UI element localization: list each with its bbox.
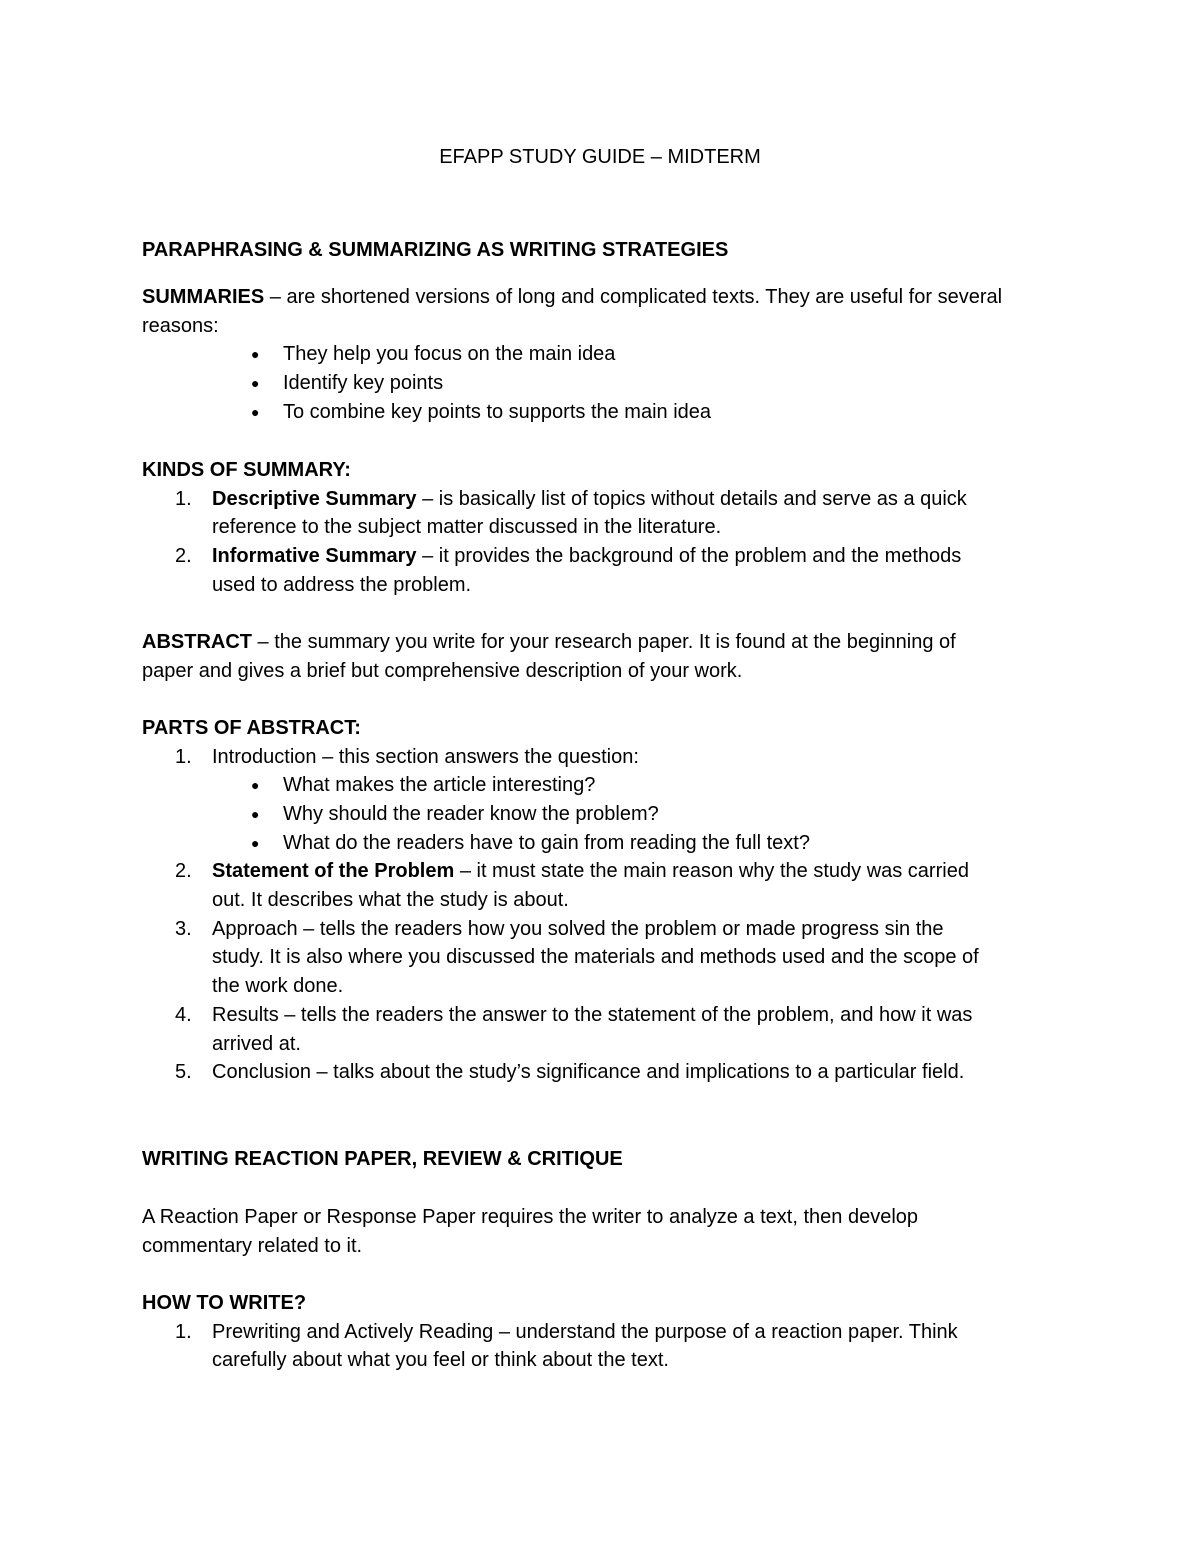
reaction-paper-intro-line-1: A Reaction Paper or Response Paper requires the writer to analyze a text, then develop: [142, 1206, 919, 1228]
bullet-icon: ●: [251, 404, 260, 420]
list-number: 1.: [175, 746, 192, 768]
list-number: 5.: [175, 1061, 192, 1083]
reaction-paper-intro-line-2: commentary related to it.: [142, 1235, 363, 1257]
summaries-definition-text: – are shortened versions of long and complicated texts. They are useful for several: [264, 286, 1003, 308]
abstract-definition-line-1: [142, 630, 956, 654]
part-conclusion: Conclusion – talks about the study’s significance and implications to a particular field.: [212, 1061, 965, 1083]
step-prewriting-line-2: carefully about what you feel or think about the text.: [212, 1349, 669, 1371]
introduction-bullet-3: What do the readers have to gain from reading the full text?: [283, 832, 810, 854]
summaries-definition-line-1: [142, 285, 1002, 309]
part-statement-line-1: [212, 859, 969, 883]
bullet-icon: ●: [251, 835, 260, 851]
how-to-write-heading: HOW TO WRITE?: [142, 1292, 307, 1314]
section-heading-paraphrasing: PARAPHRASING & SUMMARIZING AS WRITING STRATEGIES: [142, 239, 729, 261]
informative-summary-term: Informative Summary: [212, 545, 417, 567]
list-number: 1.: [175, 1321, 192, 1343]
summaries-definition-line-2: reasons:: [142, 315, 219, 337]
list-number: 3.: [175, 918, 192, 940]
summaries-term: SUMMARIES: [142, 286, 265, 308]
kind-informative-line-2: used to address the problem.: [212, 574, 472, 596]
introduction-bullet-2: Why should the reader know the problem?: [283, 803, 659, 825]
kinds-of-summary-heading: KINDS OF SUMMARY:: [142, 459, 351, 481]
summaries-bullet-2: Identify key points: [283, 372, 444, 394]
part-approach-line-2: study. It is also where you discussed the materials and methods used and the scope of: [212, 946, 979, 968]
document-title: EFAPP STUDY GUIDE – MIDTERM: [439, 146, 761, 168]
bullet-icon: ●: [251, 777, 260, 793]
informative-summary-text: – it provides the background of the problem and the methods: [416, 545, 962, 567]
bullet-icon: ●: [251, 346, 260, 362]
list-number: 2.: [175, 545, 192, 567]
kind-informative-line-1: [212, 544, 961, 568]
statement-of-problem-text: – it must state the main reason why the study was carried: [454, 860, 969, 882]
bullet-icon: ●: [251, 806, 260, 822]
abstract-term: ABSTRACT: [142, 631, 252, 653]
summaries-bullet-3: To combine key points to supports the main idea: [283, 401, 712, 423]
parts-of-abstract-heading: PARTS OF ABSTRACT:: [142, 717, 361, 739]
kind-descriptive-line-2: reference to the subject matter discussed in the literature.: [212, 516, 722, 538]
part-introduction: Introduction – this section answers the question:: [212, 746, 639, 768]
section-heading-reaction-paper: WRITING REACTION PAPER, REVIEW & CRITIQUE: [142, 1148, 623, 1170]
part-statement-line-2: out. It describes what the study is about.: [212, 889, 569, 911]
introduction-bullet-1: What makes the article interesting?: [283, 774, 596, 796]
kind-descriptive-line-1: [212, 487, 967, 511]
part-approach-line-1: Approach – tells the readers how you solved the problem or made progress sin the: [212, 918, 944, 940]
part-results-line-1: Results – tells the readers the answer to the statement of the problem, and how it was: [212, 1004, 973, 1026]
list-number: 4.: [175, 1004, 192, 1026]
list-number: 2.: [175, 860, 192, 882]
abstract-definition-line-2: paper and gives a brief but comprehensive description of your work.: [142, 660, 743, 682]
descriptive-summary-term: Descriptive Summary: [212, 488, 417, 510]
step-prewriting-line-1: Prewriting and Actively Reading – understand the purpose of a reaction paper. Think: [212, 1321, 958, 1343]
list-number: 1.: [175, 488, 192, 510]
abstract-definition-text: – the summary you write for your research paper. It is found at the beginning of: [252, 631, 956, 653]
descriptive-summary-text: – is basically list of topics without details and serve as a quick: [416, 488, 967, 510]
statement-of-problem-term: Statement of the Problem: [212, 860, 455, 882]
bullet-icon: ●: [251, 375, 260, 391]
part-approach-line-3: the work done.: [212, 975, 344, 997]
part-results-line-2: arrived at.: [212, 1033, 301, 1055]
summaries-bullet-1: They help you focus on the main idea: [283, 343, 616, 365]
